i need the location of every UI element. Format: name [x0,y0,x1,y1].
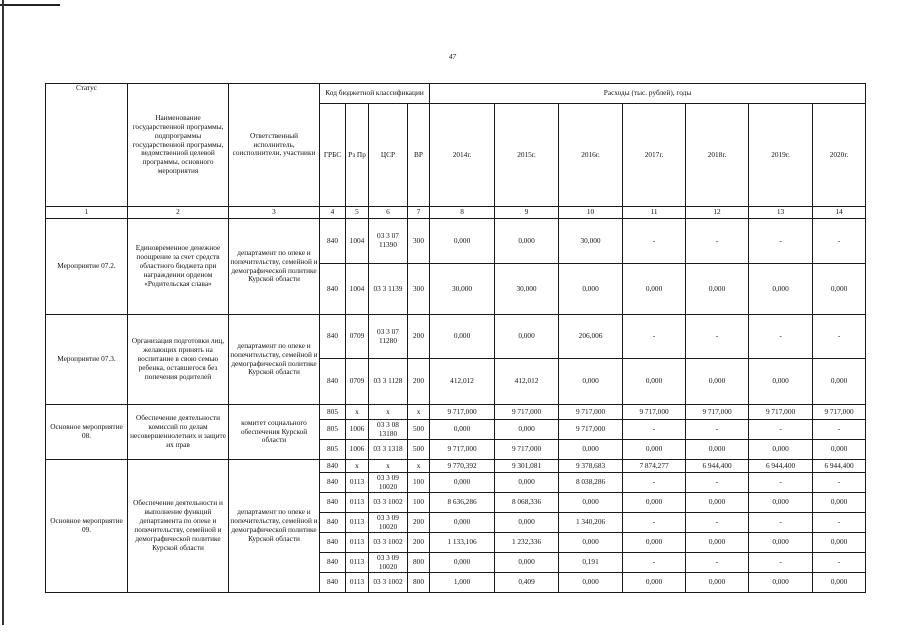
cell-amount: 9 717,000 [430,405,495,420]
cell-rzpr: 1004 [346,264,369,315]
cell-amount: 0,191 [559,553,623,573]
cell-amount: 30,000 [495,264,559,315]
cell-amount: 206,006 [559,315,623,359]
cell-amount: 6 944,400 [749,460,813,473]
cell-amount: 7 874,277 [623,460,686,473]
cell-rzpr: 1004 [346,219,369,264]
column-number: 2 [128,207,229,219]
header-status: Статус [46,84,128,207]
header-vr: ВР [408,104,430,207]
cell-grbs: 840 [320,359,346,405]
cell-amount: 0,000 [495,219,559,264]
cell-csr: 03 3 1002 [369,573,408,593]
cell-grbs: 840 [320,460,346,473]
cell-amount: - [623,513,686,533]
cell-grbs: 805 [320,405,346,420]
column-number: 4 [320,207,346,219]
column-number: 10 [559,207,623,219]
cell-amount: 0,000 [559,573,623,593]
cell-amount: 0,000 [623,359,686,405]
cell-vr: 100 [408,473,430,493]
cell-amount: - [813,553,866,573]
column-number: 13 [749,207,813,219]
cell-rzpr: 1006 [346,440,369,460]
cell-amount: - [686,420,749,440]
cell-csr: 03 3 07 11390 [369,219,408,264]
column-number: 11 [623,207,686,219]
cell-amount: 9 717,000 [749,405,813,420]
header-rzpr: Рз Пр [346,104,369,207]
cell-amount: - [623,473,686,493]
cell-amount: - [749,420,813,440]
cell-vr: 200 [408,315,430,359]
cell-amount: 0,000 [749,493,813,513]
cell-amount: 0,000 [813,359,866,405]
cell-amount: 0,000 [495,473,559,493]
cell-amount: 0,000 [813,264,866,315]
cell-amount: 0,000 [749,359,813,405]
cell-amount: 0,000 [749,440,813,460]
cell-amount: 30,000 [430,264,495,315]
column-number: 6 [369,207,408,219]
cell-amount: - [686,315,749,359]
cell-amount: 0,000 [623,573,686,593]
column-number: 12 [686,207,749,219]
cell-amount: 8 038,286 [559,473,623,493]
cell-amount: 9 378,683 [559,460,623,473]
row-name: Обеспечение деятельности и выполнение функций департамента по опеке и попечительству, семейной и демографической политике Курской области [128,460,229,593]
cell-rzpr: 0113 [346,533,369,553]
cell-csr: x [369,460,408,473]
header-year: 2017г. [623,104,686,207]
cell-csr: 03 3 1002 [369,533,408,553]
cell-amount: 1 340,206 [559,513,623,533]
cell-vr: x [408,460,430,473]
cell-amount: 0,000 [430,553,495,573]
cell-amount: 0,000 [430,219,495,264]
cell-vr: 200 [408,533,430,553]
cell-amount: 0,000 [686,573,749,593]
row-status: Мероприятие 07.2. [46,219,128,315]
cell-csr: 03 3 09 10020 [369,553,408,573]
cell-amount: 0,000 [813,533,866,553]
cell-amount: 0,000 [559,264,623,315]
cell-csr: 03 3 09 10020 [369,513,408,533]
cell-rzpr: 0709 [346,315,369,359]
cell-amount: 9 717,000 [495,405,559,420]
header-budget-code: Код бюджетной классификации [320,84,430,104]
cell-amount: 9 717,000 [686,405,749,420]
cell-grbs: 840 [320,315,346,359]
header-year: 2018г. [686,104,749,207]
cell-rzpr: 0709 [346,359,369,405]
cell-amount: 0,000 [623,440,686,460]
cell-grbs: 840 [320,219,346,264]
cell-amount: 9 717,000 [559,420,623,440]
cell-amount: 412,012 [430,359,495,405]
cell-amount: 9 717,000 [813,405,866,420]
cell-amount: 0,000 [813,493,866,513]
cell-amount: - [623,219,686,264]
cell-csr: x [369,405,408,420]
top-edge-line [0,4,60,6]
cell-amount: - [749,219,813,264]
cell-amount: 0,000 [686,440,749,460]
cell-rzpr: 1006 [346,420,369,440]
cell-amount: - [813,420,866,440]
cell-vr: 500 [408,420,430,440]
cell-csr: 03 3 07 11280 [369,315,408,359]
cell-amount: 0,000 [686,264,749,315]
budget-table [45,83,866,593]
cell-rzpr: 0113 [346,573,369,593]
cell-amount: 0,000 [623,493,686,513]
cell-amount: 0,000 [749,264,813,315]
cell-amount: - [686,513,749,533]
cell-amount: - [686,473,749,493]
table-row [46,219,866,264]
cell-csr: 03 3 1002 [369,493,408,513]
cell-amount: 6 944,400 [813,460,866,473]
cell-rzpr: 0113 [346,473,369,493]
row-status: Мероприятие 07.3. [46,315,128,405]
cell-amount: 30,000 [559,219,623,264]
cell-amount: - [749,315,813,359]
cell-amount: 0,000 [495,513,559,533]
cell-amount: 0,000 [430,315,495,359]
cell-amount: 9 717,000 [559,405,623,420]
cell-grbs: 840 [320,553,346,573]
cell-amount: 0,000 [430,420,495,440]
cell-amount: 0,000 [686,359,749,405]
header-year: 2019г. [749,104,813,207]
cell-amount: 0,000 [559,533,623,553]
cell-grbs: 840 [320,264,346,315]
cell-amount: 0,000 [623,533,686,553]
cell-rzpr: 0113 [346,553,369,573]
cell-amount: - [813,219,866,264]
column-number: 9 [495,207,559,219]
cell-amount: 9 301,081 [495,460,559,473]
cell-amount: 0,000 [623,264,686,315]
table-row [46,460,866,473]
cell-amount: 0,000 [495,315,559,359]
cell-amount: 9 717,000 [623,405,686,420]
header-year: 2014г. [430,104,495,207]
cell-amount: - [623,315,686,359]
cell-amount: 9 717,000 [495,440,559,460]
cell-vr: 300 [408,219,430,264]
cell-amount: 0,000 [495,553,559,573]
page-number: 47 [449,53,456,61]
row-name: Обеспечение деятельности комиссий по делам несовершеннолетних и защите их прав [128,405,229,460]
cell-amount: - [686,219,749,264]
cell-amount: 0,000 [559,440,623,460]
cell-amount: 1,000 [430,573,495,593]
column-number: 1 [46,207,128,219]
cell-csr: 03 3 1128 [369,359,408,405]
cell-grbs: 840 [320,473,346,493]
header-grbs: ГРБС [320,104,346,207]
cell-grbs: 840 [320,513,346,533]
cell-vr: 200 [408,513,430,533]
cell-vr: 500 [408,440,430,460]
table-row [46,405,866,420]
table-row [46,315,866,359]
cell-amount: 0,000 [749,533,813,553]
header-year: 2016г. [559,104,623,207]
cell-grbs: 805 [320,420,346,440]
cell-amount: 1 133,106 [430,533,495,553]
cell-amount: 0,000 [559,493,623,513]
left-edge-line [2,0,4,625]
column-number: 7 [408,207,430,219]
row-name: Единовременное денежное поощрение за счет средств областного бюджета при награждении орденом «Родительская слава» [128,219,229,315]
cell-vr: 200 [408,359,430,405]
cell-amount: 0,000 [813,573,866,593]
column-number: 8 [430,207,495,219]
cell-amount: 0,000 [430,513,495,533]
cell-amount: - [623,553,686,573]
cell-amount: 0,000 [430,473,495,493]
cell-rzpr: 0113 [346,493,369,513]
cell-amount: 0,000 [495,420,559,440]
cell-csr: 03 3 1318 [369,440,408,460]
cell-vr: 100 [408,493,430,513]
cell-amount: - [749,553,813,573]
cell-amount: 8 068,336 [495,493,559,513]
cell-amount: 0,000 [686,533,749,553]
cell-rzpr: x [346,460,369,473]
cell-amount: 412,012 [495,359,559,405]
cell-grbs: 840 [320,493,346,513]
cell-amount: - [749,513,813,533]
row-executor: департамент по опеке и попечительству, семейной и демографической политике Курской области [229,315,320,405]
cell-amount: 0,000 [686,493,749,513]
header-year: 2020г. [813,104,866,207]
header-expenses: Расходы (тыс. рублей), годы [430,84,866,104]
cell-amount: 0,000 [813,440,866,460]
row-name: Организация подготовки лиц, желающих принять на воспитание в свою семью ребенка, оставшегося без попечения родителей [128,315,229,405]
cell-grbs: 840 [320,573,346,593]
cell-amount: 0,409 [495,573,559,593]
column-number: 3 [229,207,320,219]
row-executor: департамент по опеке и попечительству, семейной и демографической политике Курской области [229,219,320,315]
header-name: Наименование государственной программы, подпрограммы государственной программы, ведомственной целевой программы, основного мероприятия [128,84,229,207]
cell-grbs: 840 [320,533,346,553]
cell-amount: 8 636,286 [430,493,495,513]
cell-vr: 800 [408,553,430,573]
cell-grbs: 805 [320,440,346,460]
cell-vr: 800 [408,573,430,593]
header-year: 2015г. [495,104,559,207]
row-status: Основное мероприятие 09. [46,460,128,593]
cell-amount: - [749,473,813,493]
cell-amount: - [686,553,749,573]
column-number: 14 [813,207,866,219]
cell-amount: - [813,513,866,533]
row-executor: департамент по опеке и попечительству, семейной и демографической политике Курской области [229,460,320,593]
row-executor: комитет социального обеспечения Курской области [229,405,320,460]
cell-vr: 300 [408,264,430,315]
cell-amount: 0,000 [559,359,623,405]
cell-amount: - [623,420,686,440]
header-csr: ЦСР [369,104,408,207]
cell-vr: x [408,405,430,420]
header-executor: Ответственный исполнитель, соисполнители, участники [229,84,320,207]
cell-amount: 0,000 [749,573,813,593]
cell-amount: 9 717,000 [430,440,495,460]
cell-amount: - [813,315,866,359]
cell-amount: 9 770,392 [430,460,495,473]
cell-amount: 6 944,400 [686,460,749,473]
row-status: Основное мероприятие 08. [46,405,128,460]
cell-rzpr: x [346,405,369,420]
cell-rzpr: 0113 [346,513,369,533]
cell-amount: 1 232,336 [495,533,559,553]
cell-csr: 03 3 1139 [369,264,408,315]
cell-csr: 03 3 09 10020 [369,473,408,493]
column-number: 5 [346,207,369,219]
cell-csr: 03 3 08 13180 [369,420,408,440]
cell-amount: - [813,473,866,493]
